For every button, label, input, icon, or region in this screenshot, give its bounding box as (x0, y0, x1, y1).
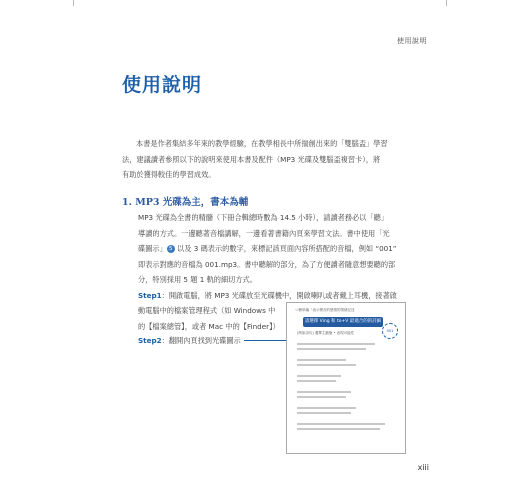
step2-label: Step2 (138, 336, 162, 345)
page-number: xiii (417, 463, 429, 472)
intro-paragraph (122, 136, 404, 183)
step1-line: 動電腦中的檔案管理程式（如 Windows 中 (138, 306, 276, 315)
running-header: 使用說明 (397, 37, 427, 45)
step1-line: 的【檔案總管】，或者 Mac 中的【Finder】） (138, 321, 280, 331)
figure-line (297, 396, 346, 398)
figure-line (297, 348, 366, 350)
figure-top-text: つ簡単編「表示聲音的感情的情緒記述 (295, 308, 355, 312)
book-page-figure (286, 302, 406, 454)
disc-track-icon: 001 (382, 323, 398, 339)
figure-line (297, 364, 356, 366)
figure-subtext: (例如詞句) 選擇主動態 • 表現可能性 (297, 331, 355, 335)
step1-text: ：開啟電腦，將 MP3 光碟放至光碟機中，開啟喇叭或者戴上耳機，接著啟 (161, 290, 397, 300)
intro-line: 法，建議讀者參照以下的說明來使用本書及配件（MP3 光碟及雙腦盃複習卡），將 (122, 154, 381, 164)
figure-line (297, 412, 351, 414)
body-text: 以及 3 碼表示的數字，來標記該頁面內容所搭配的音檔，例如 “001” (174, 244, 397, 253)
figure-line (297, 359, 346, 361)
figure-line (297, 375, 341, 377)
figure-line (297, 343, 375, 345)
body-line (138, 241, 406, 257)
step1-line (138, 288, 406, 304)
figure-banner: 請選擇 Ving 和 to+V 最適合的的詳細 (303, 317, 383, 327)
body-line: MP3 光碟為全書的精髓（下冊合輯總時數為 14.5 小時），請讀者務必以「聽」 (138, 213, 388, 222)
step1-label: Step1 (138, 290, 162, 300)
body-line: 分，特別採用 5 題 1 軌的細切方式。 (138, 275, 257, 284)
body-line: 導讀的方式。一邊聽著音檔講解，一邊看著書籍內頁來學習文法。書中使用「光 (138, 228, 390, 238)
figure-line (297, 380, 336, 382)
figure-text-lines (297, 343, 395, 433)
figure-line (297, 391, 351, 393)
intro-line: 本書是作者集結多年來的教學經驗，在教學相長中所揣創出來的「雙腦盃」學習 (136, 139, 388, 148)
figure-line (297, 407, 356, 409)
figure-line (297, 428, 380, 430)
intro-line: 有助於獲得較佳的學習成效。 (122, 170, 216, 179)
step2-text: ：翻開內頁找到光碟圖示 (161, 336, 241, 345)
page-title: 使用說明 (122, 74, 203, 96)
disc-icon: 5 (167, 245, 175, 253)
body-line: 即表示對應的音檔為 001.mp3。書中聽解的部分，為了方便讀者隨意想要聽的部 (138, 259, 396, 269)
figure-line (297, 423, 385, 425)
step2-caption (138, 336, 241, 346)
crop-mark-right (446, 0, 447, 6)
crop-mark-left (73, 0, 74, 6)
body-text: 碟圖示」 (138, 244, 167, 253)
section-title: 1. MP3 光碟為主，書本為輔 (122, 197, 249, 208)
